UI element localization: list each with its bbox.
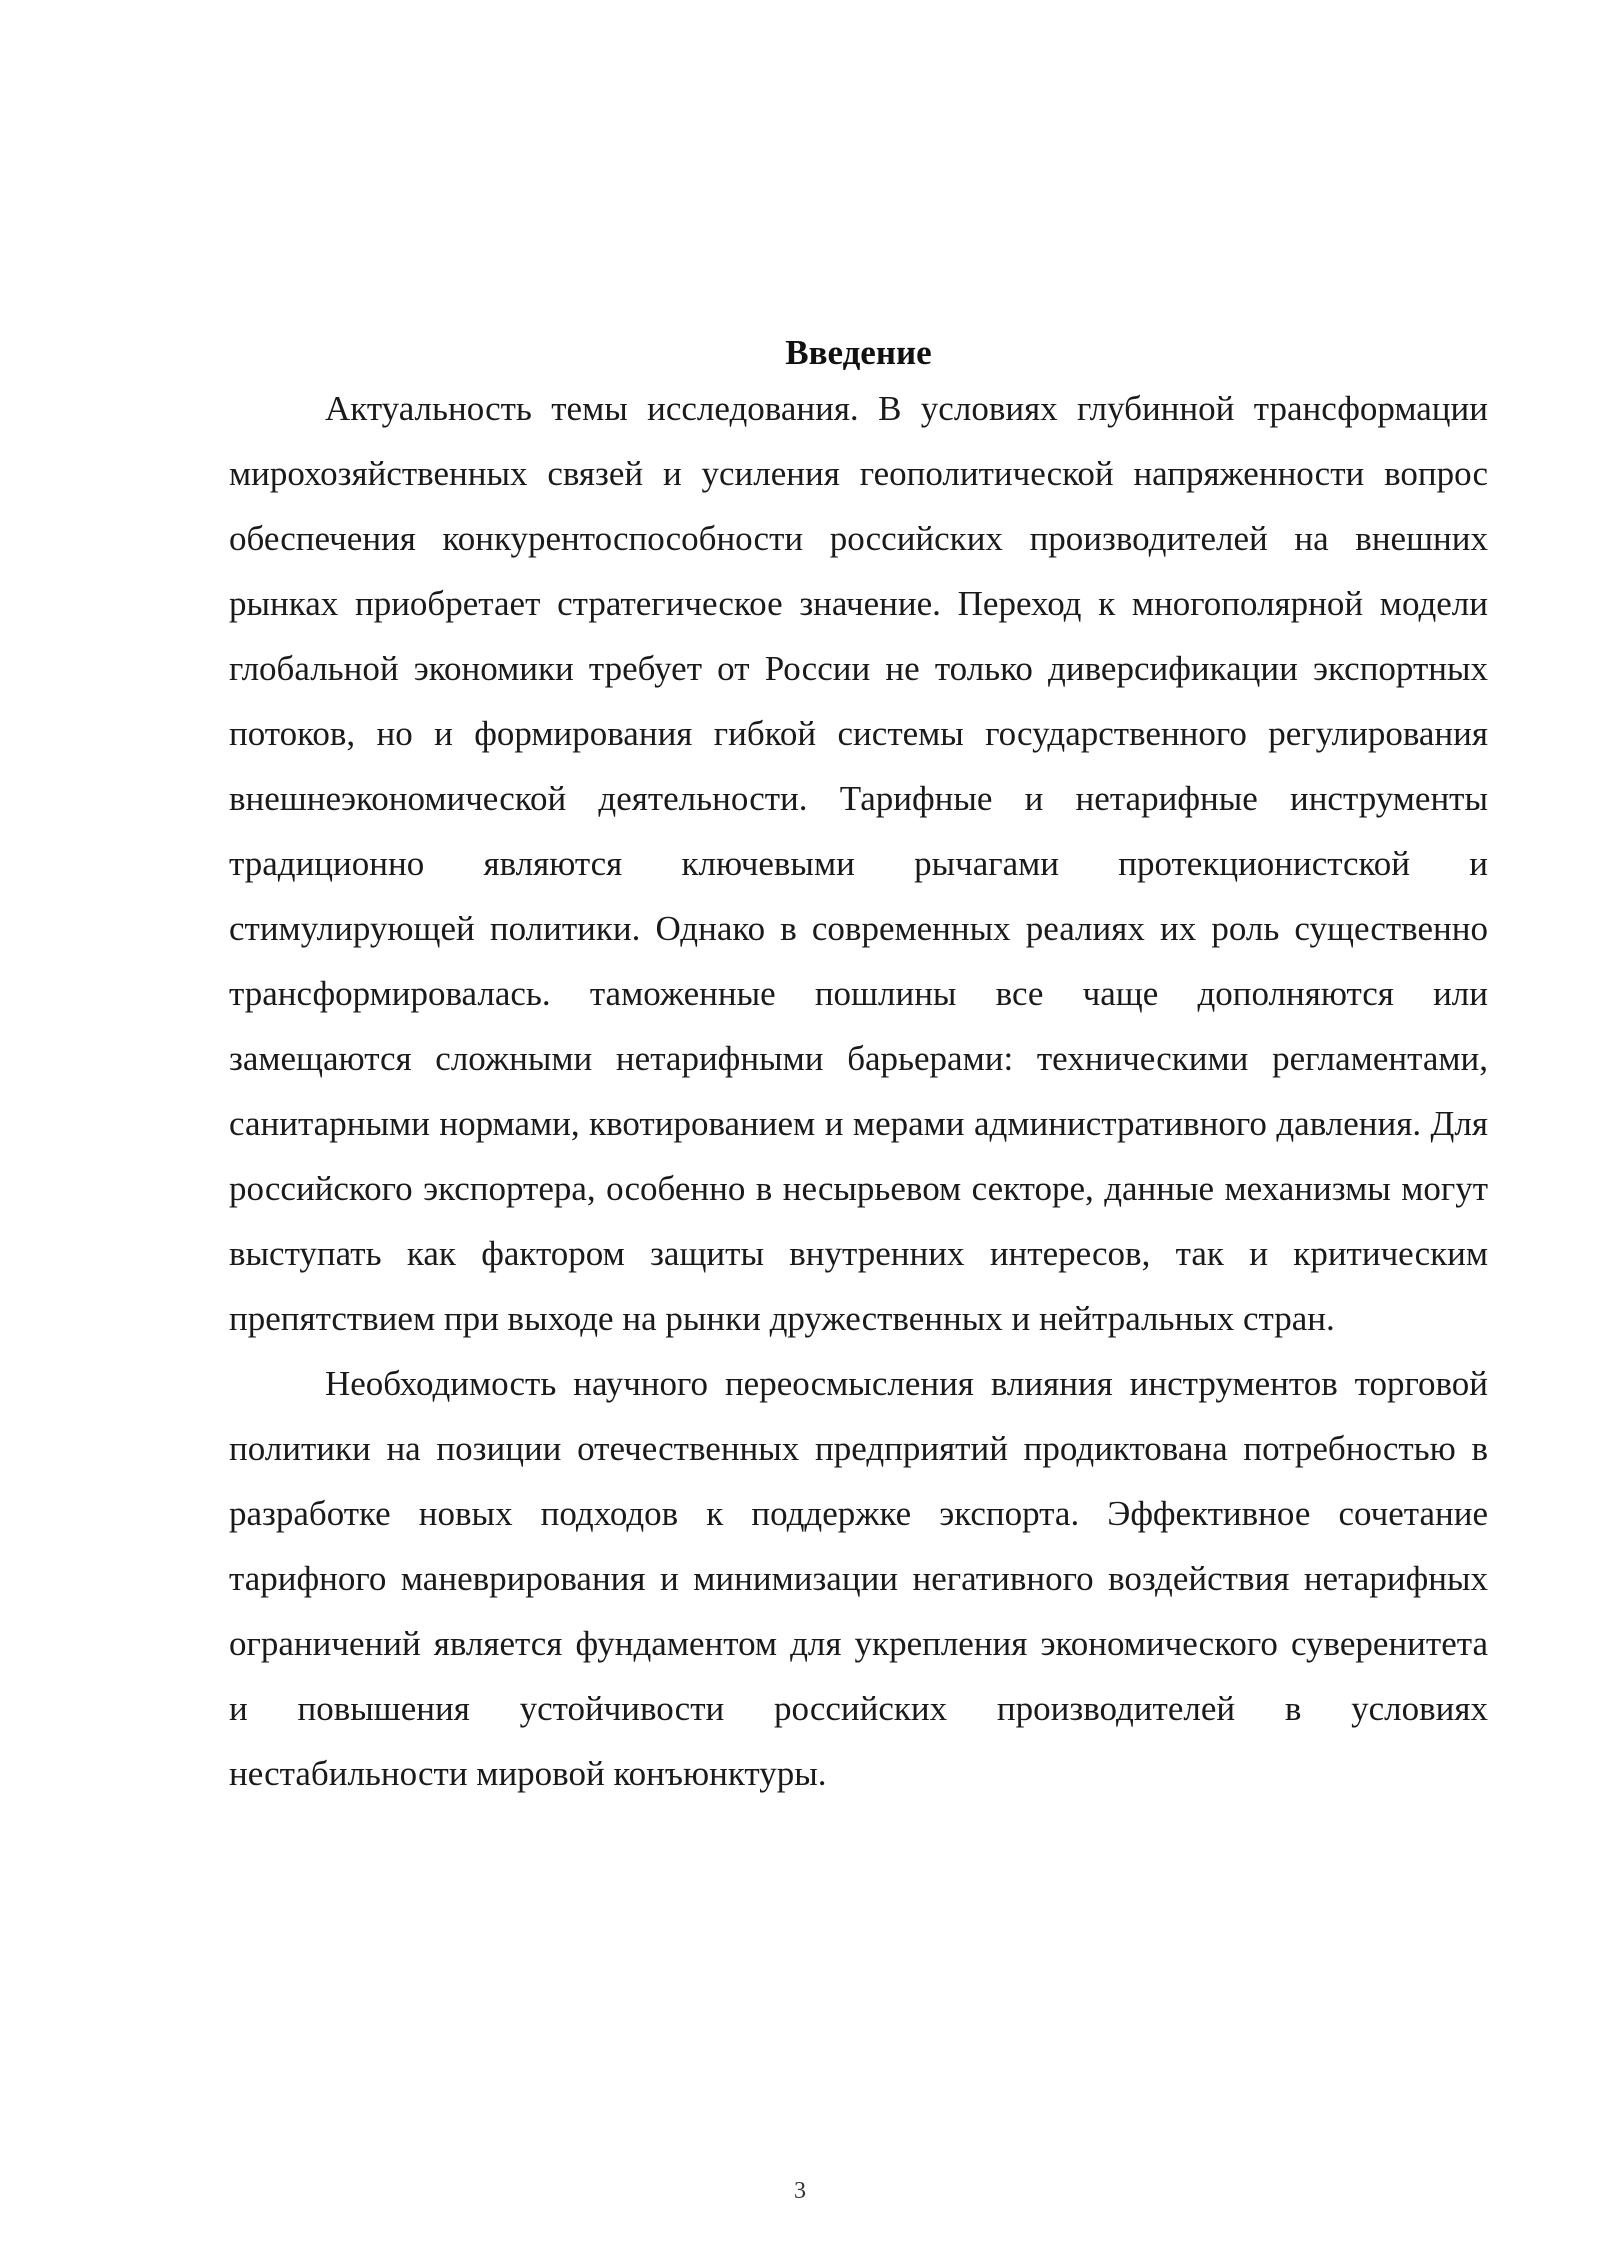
page-number: 3 bbox=[794, 2178, 806, 2204]
paragraph-necessity: Необходимость научного переосмысления влияния инструментов торговой политики на позиции отечественных предприятий продиктована потребностью в разработке новых подходов к поддержке экспорта. Эффективное сочетание тарифного маневрирования и минимизации негативного воздействия нетарифных ограничений является фундаментом для укрепления экономического суверенитета и повышения устойчивости российских производителей в условиях нестабильности мировой конъюнктуры. bbox=[229, 1364, 1488, 1793]
section-heading: Введение bbox=[785, 333, 932, 372]
paragraph-relevance: Актуальность темы исследования. В условиях глубинной трансформации мирохозяйственных связей и усиления геополитической напряженности вопрос обеспечения конкурентоспособности российских производителей на внешних рынках приобретает стратегическое значение. Переход к многополярной модели глобальной экономики требует от России не только диверсификации экспортных потоков, но и формирования гибкой системы государственного регулирования внешнеэкономической деятельности. Тарифные и нетарифные инструменты традиционно являются ключевыми рычагами протекционистской и стимулирующей политики. Однако в современных реалиях их роль существенно трансформировалась. таможенные пошлины все чаще дополняются или замещаются сложными нетарифными барьерами: техническими регламентами, санитарными нормами, квотированием и мерами административного давления. Для российского экспортера, особенно в несырьевом секторе, данные механизмы могут выступать как фактором защиты внутренних интересов, так и критическим препятствием при выходе на рынки дружественных и нейтральных стран. bbox=[229, 389, 1488, 1338]
page-content bbox=[229, 330, 1488, 1806]
